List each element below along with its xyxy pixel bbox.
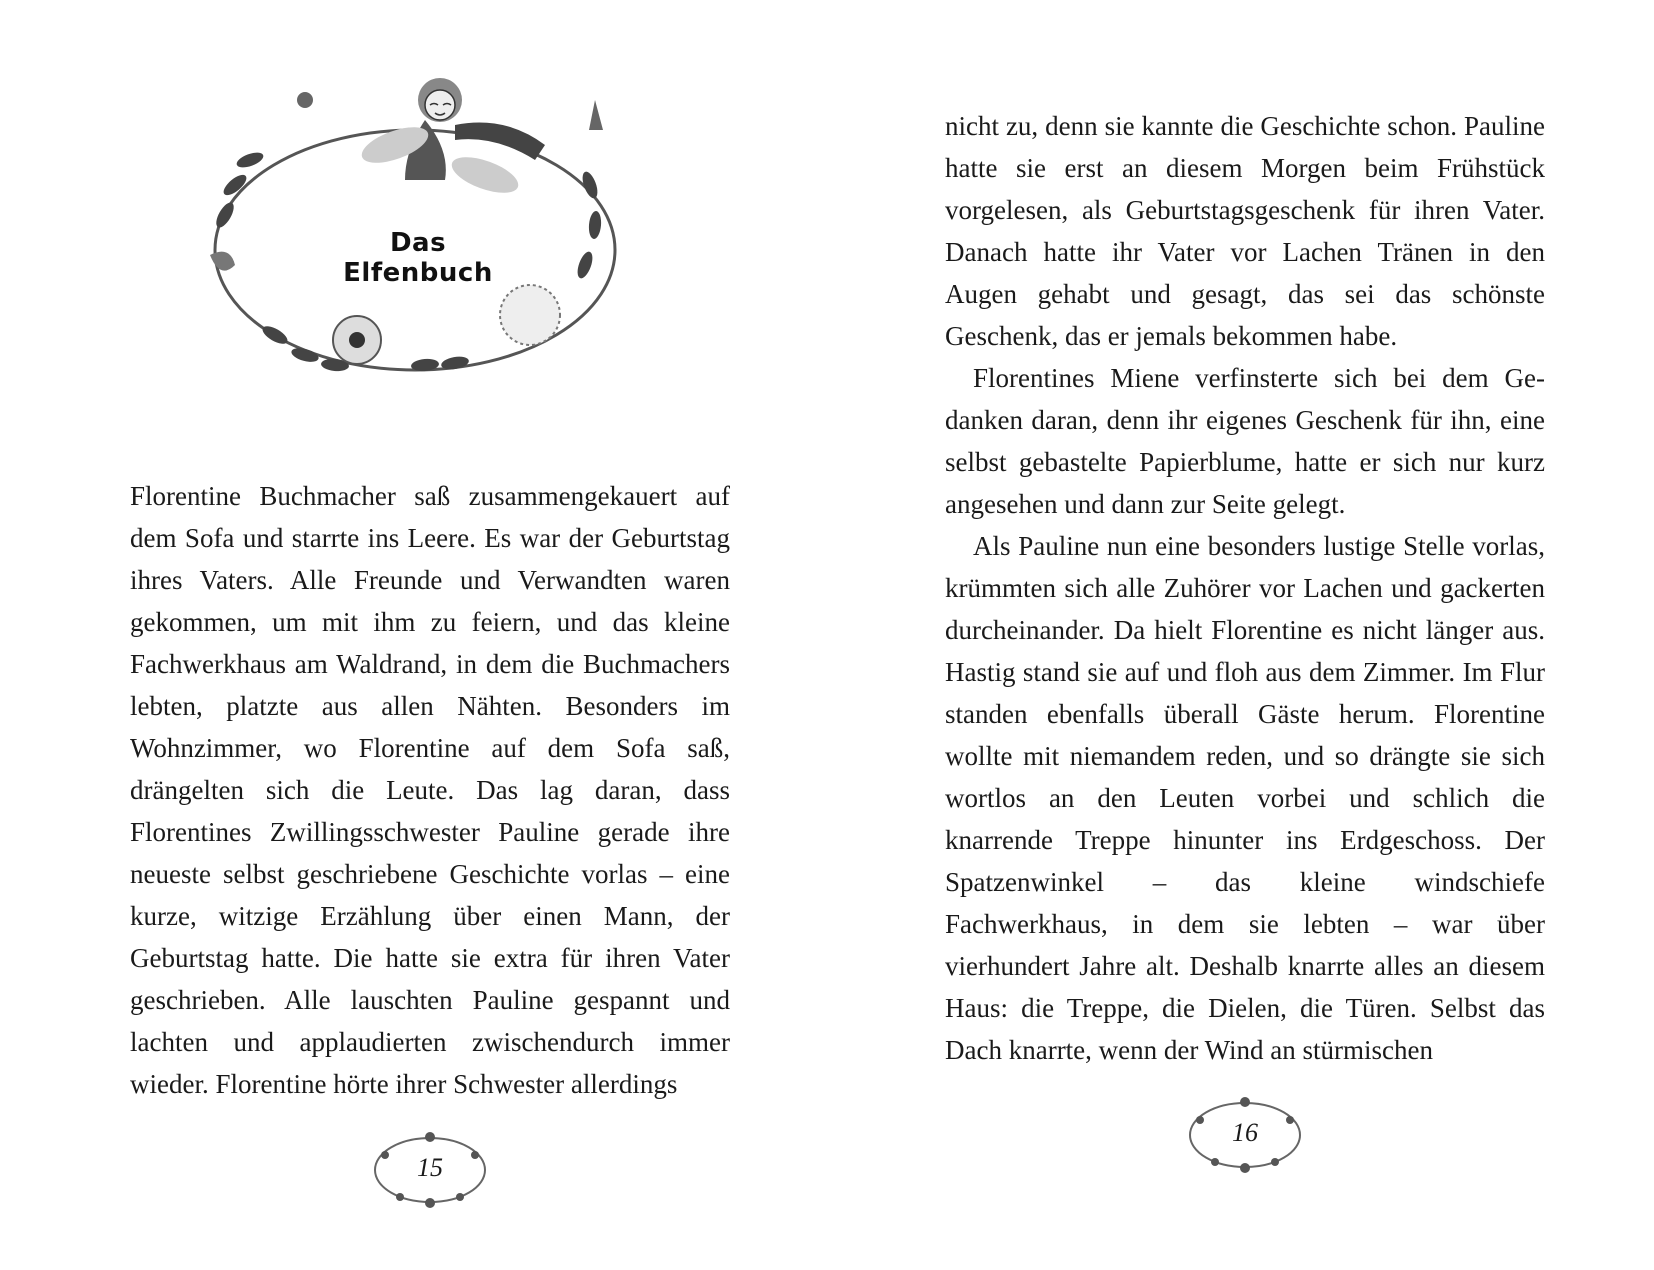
page-number-ornament [365, 1125, 495, 1215]
chapter-title: Das Elfenbuch [343, 228, 493, 288]
paragraph: Florentine Buchmacher saß zusammengekauert auf dem Sofa und starrte ins Leere. Es war der Geburtstag ihres Vaters. Alle Freunde und Verwandten waren gekommen, um mit ihm zu feiern, und das kleine Fachwerkhaus am Waldrand, in dem die Buchmachers lebten, platzte aus allen Nähten. Besonders im Wohnzimmer, wo Florentine auf dem Sofa saß, drängelten sich die Leute. Das lag daran, dass Florentines Zwillingsschwester Pauline gerade ihre neueste selbst geschriebene Geschichte vorlas – eine kurze, witzige Erzählung über einen Mann, der Geburtstag hatte. Die hatte sie extra für ihren Vater geschrieben. Alle lauschten Pauline gespannt und lachten und applaudierten zwischendurch immer wieder. Florentine hörte ihrer Schwester allerdings [130, 481, 730, 1099]
paragraph: Als Pauline nun eine besonders lustige Stelle vorlas, krümmten sich alle Zuhörer vor Lachen und gackerten durcheinander. Da hielt Florentine es nicht länger aus. Hastig stand sie auf und floh aus dem Zimmer. Im Flur standen ebenfalls überall Gäste herum. Florentine wollte mit niemandem reden, und so drängte sie sich wortlos an den Leuten vorbei und schlich die knarrende Treppe hinunter ins Erdgeschoss. Der Spatzenwinkel – das kleine windschiefe Fachwerkhaus, in dem sie lebten – war über vierhundert Jahre alt. Deshalb knarrte alles an diesem Haus: die Treppe, die Dielen, die Türen. Selbst das Dach knarrte, wenn der Wind an stürmischen [945, 531, 1545, 1065]
page-number-ornament [1180, 1090, 1310, 1180]
page-number: 15 [417, 1153, 443, 1182]
page-number: 16 [1232, 1118, 1258, 1147]
paragraph: Florentines Miene verfinsterte sich bei dem Gedanken daran, denn ihr eigenes Geschenk für ihn, eine selbst gebastelte Papierblume, hatte er sich nur kurz angesehen und dann zur Seite gelegt. [945, 363, 1545, 519]
right-page-body [945, 105, 1545, 1071]
left-page-body [130, 475, 730, 1105]
paragraph: nicht zu, denn sie kannte die Geschichte schon. Pauline hatte sie erst an diesem Morgen beim Frühstück vorgelesen, als Geburtstagsgeschenk für ihren Vater. Danach hatte ihr Vater vor Lachen Tränen in den Augen gehabt und gesagt, das sei das schönste Geschenk, das er jemals bekommen habe. [945, 111, 1545, 351]
right-page [827, 0, 1654, 1270]
